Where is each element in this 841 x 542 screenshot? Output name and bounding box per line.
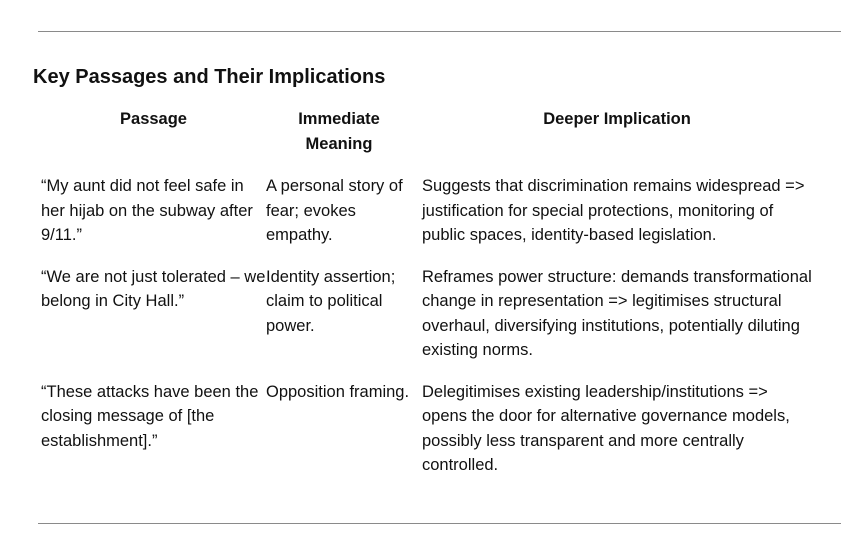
implication-cell: Delegitimises existing leadership/institutions => opens the door for alternative governance models, possibly less transparent and more centrally controlled. [422,382,790,474]
passages-table [33,107,812,495]
column-header-immediate-meaning: Immediate Meaning [298,110,380,153]
column-header-passage: Passage [120,110,187,128]
table-row [33,265,812,380]
meaning-cell: Identity assertion; claim to political power. [266,267,396,335]
bottom-divider [38,523,841,524]
implication-cell: Reframes power structure: demands transformational change in representation => legitimises structural overhaul, diversifying institutions, potentially diluting existing norms. [422,267,812,359]
implication-cell: Suggests that discrimination remains widespread => justification for special protections, monitoring of public spaces, identity-based legislation. [422,177,805,244]
column-header-deeper-implication: Deeper Implication [543,110,691,128]
top-divider [38,31,841,32]
meaning-cell: Opposition framing. [266,382,410,401]
passage-cell: “My aunt did not feel safe in her hijab on the subway after 9/11.” [41,177,253,244]
passage-cell: “These attacks have been the closing message of [the establishment].” [41,382,259,450]
section-title: Key Passages and Their Implications [33,66,386,88]
table-row [33,380,812,495]
table-header-row [33,107,812,174]
meaning-cell: A personal story of fear; evokes empathy. [266,177,403,244]
passage-cell: “We are not just tolerated – we belong in City Hall.” [41,267,266,310]
table-row [33,174,812,265]
